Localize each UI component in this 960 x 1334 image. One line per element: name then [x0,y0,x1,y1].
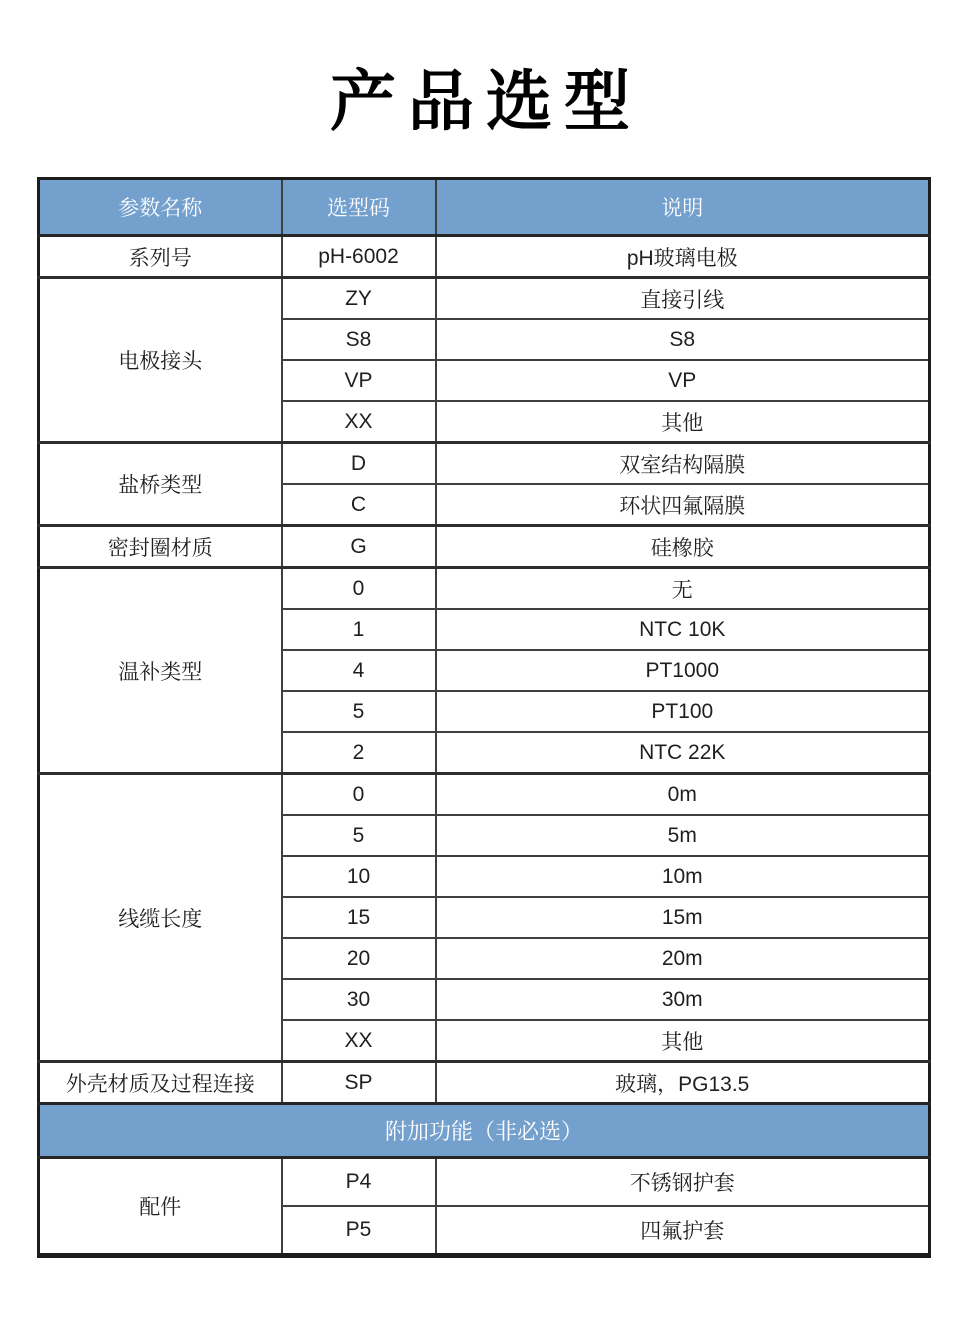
selection-code-cell: 1 [282,609,436,650]
selection-code-cell: 5 [282,815,436,856]
selection-code-cell: XX [282,401,436,443]
parameter-name-cell: 温补类型 [39,568,282,774]
section-banner-row [39,1104,930,1158]
description-cell: PT1000 [436,650,930,691]
table-row [39,526,930,568]
description-cell: 15m [436,897,930,938]
page-title: 产品选型 [330,64,642,138]
table-row [39,278,930,320]
selection-code-cell: 30 [282,979,436,1020]
column-header-selection-code: 选型码 [282,179,436,236]
description-cell: 四氟护套 [436,1206,930,1256]
description-cell: 0m [436,774,930,816]
column-header-parameter-name: 参数名称 [39,179,282,236]
description-cell: S8 [436,319,930,360]
description-cell: 其他 [436,401,930,443]
selection-code-cell: 5 [282,691,436,732]
table-header-row [39,179,930,236]
table-row [39,774,930,816]
table-row [39,568,930,610]
section-banner-label: 附加功能（非必选） [39,1104,930,1158]
selection-code-cell: VP [282,360,436,401]
selection-code-cell: 20 [282,938,436,979]
description-cell: 无 [436,568,930,610]
selection-code-cell: 10 [282,856,436,897]
description-cell: 20m [436,938,930,979]
description-cell: 其他 [436,1020,930,1062]
selection-code-cell: 0 [282,568,436,610]
description-cell: 30m [436,979,930,1020]
selection-code-cell: pH-6002 [282,236,436,278]
description-cell: pH玻璃电极 [436,236,930,278]
table-row [39,443,930,485]
parameter-name-cell: 线缆长度 [39,774,282,1062]
parameter-name-cell: 外壳材质及过程连接 [39,1062,282,1104]
description-cell: 直接引线 [436,278,930,320]
table-row [39,1062,930,1104]
description-cell: VP [436,360,930,401]
selection-code-cell: G [282,526,436,568]
description-cell: 硅橡胶 [436,526,930,568]
parameter-name-cell: 盐桥类型 [39,443,282,526]
description-cell: PT100 [436,691,930,732]
description-cell: NTC 10K [436,609,930,650]
description-cell: 10m [436,856,930,897]
column-header-description: 说明 [436,179,930,236]
selection-code-cell: S8 [282,319,436,360]
parameter-name-cell: 系列号 [39,236,282,278]
selection-code-cell: XX [282,1020,436,1062]
selection-code-cell: 2 [282,732,436,774]
description-cell: 环状四氟隔膜 [436,484,930,526]
description-cell: NTC 22K [436,732,930,774]
selection-code-cell: C [282,484,436,526]
selection-code-cell: SP [282,1062,436,1104]
table-row [39,1158,930,1207]
table-row [39,236,930,278]
description-cell: 5m [436,815,930,856]
description-cell: 双室结构隔膜 [436,443,930,485]
selection-code-cell: 4 [282,650,436,691]
parameter-name-cell: 密封圈材质 [39,526,282,568]
selection-code-cell: 0 [282,774,436,816]
selection-code-cell: 15 [282,897,436,938]
product-selection-table [37,177,931,1258]
description-cell: 不锈钢护套 [436,1158,930,1207]
description-cell: 玻璃，PG13.5 [436,1062,930,1104]
selection-code-cell: P4 [282,1158,436,1207]
parameter-name-cell: 配件 [39,1158,282,1256]
selection-code-cell: ZY [282,278,436,320]
selection-code-cell: P5 [282,1206,436,1256]
selection-code-cell: D [282,443,436,485]
parameter-name-cell: 电极接头 [39,278,282,443]
